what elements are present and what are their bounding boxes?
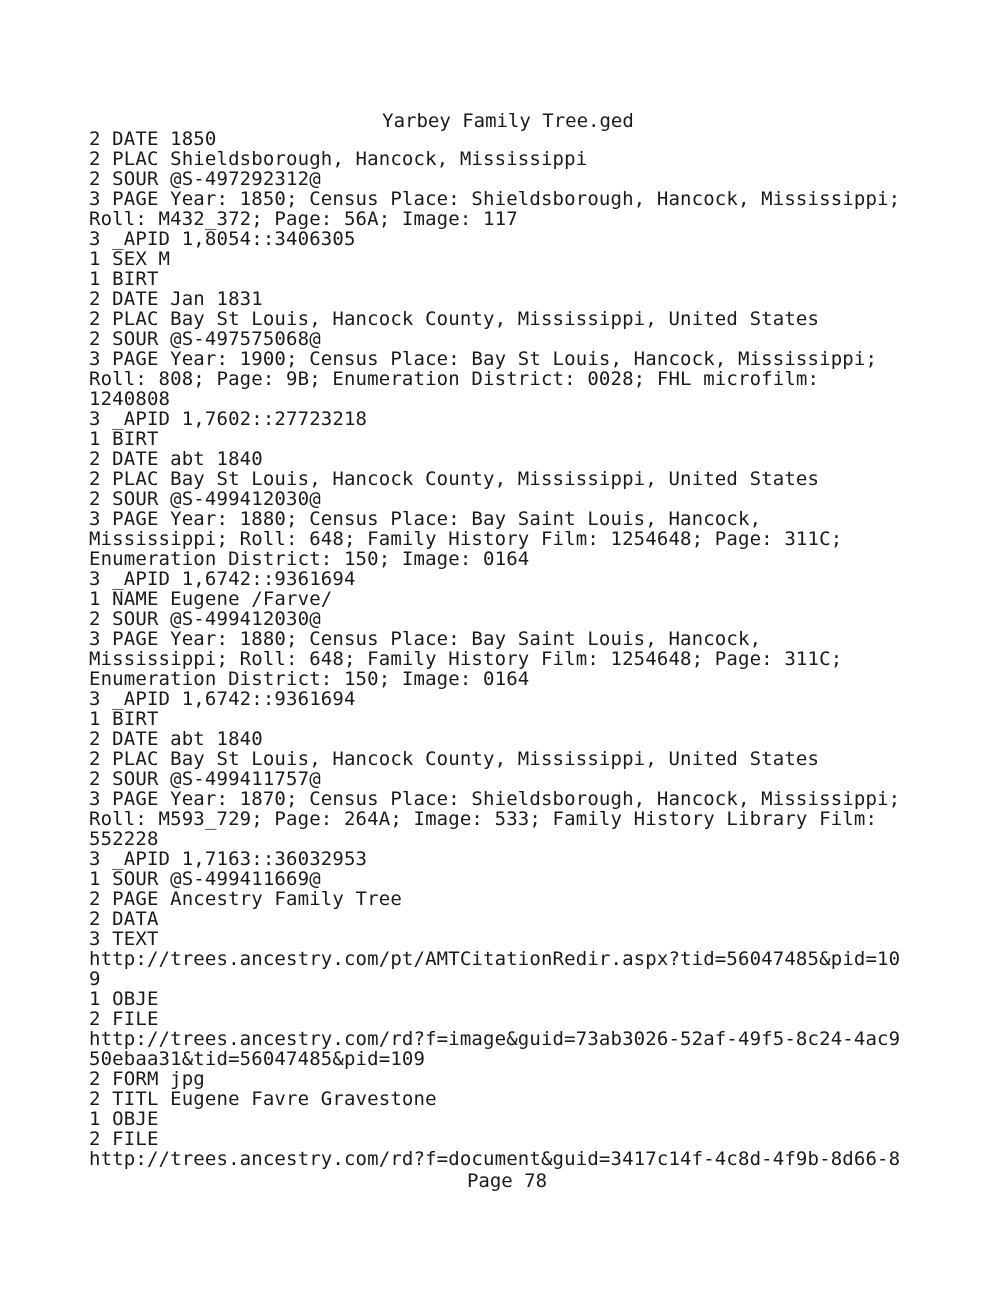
- text-line: Enumeration District: 150; Image: 0164: [89, 548, 530, 570]
- text-line: http://trees.ancestry.com/pt/AMTCitationRedir.aspx?tid=56047485&pid=10: [89, 948, 901, 970]
- text-line: 2 DATE abt 1840: [89, 448, 263, 470]
- text-line: 2 SOUR @S-497575068@: [89, 328, 321, 350]
- text-line: 2 PLAC Shieldsborough, Hancock, Mississippi: [89, 148, 588, 170]
- text-line: 2 PAGE Ancestry Family Tree: [89, 888, 402, 910]
- text-line: 3 _APID 1,6742::9361694: [89, 568, 356, 590]
- text-line: Mississippi; Roll: 648; Family History Film: 1254648; Page: 311C;: [89, 648, 843, 670]
- text-line: 2 FILE: [89, 1008, 159, 1030]
- text-line: 1 SOUR @S-499411669@: [89, 868, 321, 890]
- text-line: 2 SOUR @S-499411757@: [89, 768, 321, 790]
- text-line: 3 PAGE Year: 1900; Census Place: Bay St Louis, Hancock, Mississippi;: [89, 348, 878, 370]
- document-title: Yarbey Family Tree.ged: [382, 110, 634, 132]
- text-line: 2 DATE 1850: [89, 128, 217, 150]
- text-line: 1 OBJE: [89, 988, 159, 1010]
- text-line: 3 _APID 1,6742::9361694: [89, 688, 356, 710]
- text-line: http://trees.ancestry.com/rd?f=image&guid=73ab3026-52af-49f5-8c24-4ac9: [89, 1028, 901, 1050]
- text-line: 3 _APID 1,7163::36032953: [89, 848, 368, 870]
- text-line: http://trees.ancestry.com/rd?f=document&guid=3417c14f-4c8d-4f9b-8d66-8: [89, 1148, 901, 1170]
- text-line: 1 BIRT: [89, 708, 159, 730]
- text-line: 3 TEXT: [89, 928, 159, 950]
- text-line: 1 NAME Eugene /Farve/: [89, 588, 333, 610]
- text-line: 2 SOUR @S-499412030@: [89, 608, 321, 630]
- text-line: 2 FILE: [89, 1128, 159, 1150]
- text-line: Roll: M432_372; Page: 56A; Image: 117: [89, 208, 518, 230]
- text-line: Mississippi; Roll: 648; Family History Film: 1254648; Page: 311C;: [89, 528, 843, 550]
- text-line: 9: [89, 968, 101, 990]
- text-line: 3 PAGE Year: 1880; Census Place: Bay Saint Louis, Hancock,: [89, 628, 762, 650]
- text-line: 1 OBJE: [89, 1108, 159, 1130]
- text-line: 1 BIRT: [89, 268, 159, 290]
- text-line: 50ebaa31&tid=56047485&pid=109: [89, 1048, 426, 1070]
- text-line: 3 PAGE Year: 1880; Census Place: Bay Saint Louis, Hancock,: [89, 508, 762, 530]
- text-line: 2 DATE Jan 1831: [89, 288, 263, 310]
- text-line: 2 SOUR @S-499412030@: [89, 488, 321, 510]
- text-line: Enumeration District: 150; Image: 0164: [89, 668, 530, 690]
- text-line: 1240808: [89, 388, 171, 410]
- text-line: 2 TITL Eugene Favre Gravestone: [89, 1088, 437, 1110]
- text-line: 3 PAGE Year: 1870; Census Place: Shieldsborough, Hancock, Mississippi;: [89, 788, 901, 810]
- text-line: 2 PLAC Bay St Louis, Hancock County, Mississippi, United States: [89, 308, 820, 330]
- text-line: 3 _APID 1,8054::3406305: [89, 228, 356, 250]
- text-line: 552228: [89, 828, 159, 850]
- text-line: 1 SEX M: [89, 248, 171, 270]
- text-line: 3 _APID 1,7602::27723218: [89, 408, 368, 430]
- gedcom-text-body: [89, 129, 969, 1169]
- text-line: 2 PLAC Bay St Louis, Hancock County, Mississippi, United States: [89, 468, 820, 490]
- text-line: 2 DATA: [89, 908, 159, 930]
- text-line: 2 SOUR @S-497292312@: [89, 168, 321, 190]
- text-line: 3 PAGE Year: 1850; Census Place: Shieldsborough, Hancock, Mississippi;: [89, 188, 901, 210]
- text-line: 2 PLAC Bay St Louis, Hancock County, Mississippi, United States: [89, 748, 820, 770]
- text-line: 2 DATE abt 1840: [89, 728, 263, 750]
- text-line: 1 BIRT: [89, 428, 159, 450]
- text-line: Roll: M593_729; Page: 264A; Image: 533; Family History Library Film:: [89, 808, 878, 830]
- text-line: 2 FORM jpg: [89, 1068, 205, 1090]
- text-line: Roll: 808; Page: 9B; Enumeration District: 0028; FHL microfilm:: [89, 368, 820, 390]
- page-number: Page 78: [466, 1170, 548, 1192]
